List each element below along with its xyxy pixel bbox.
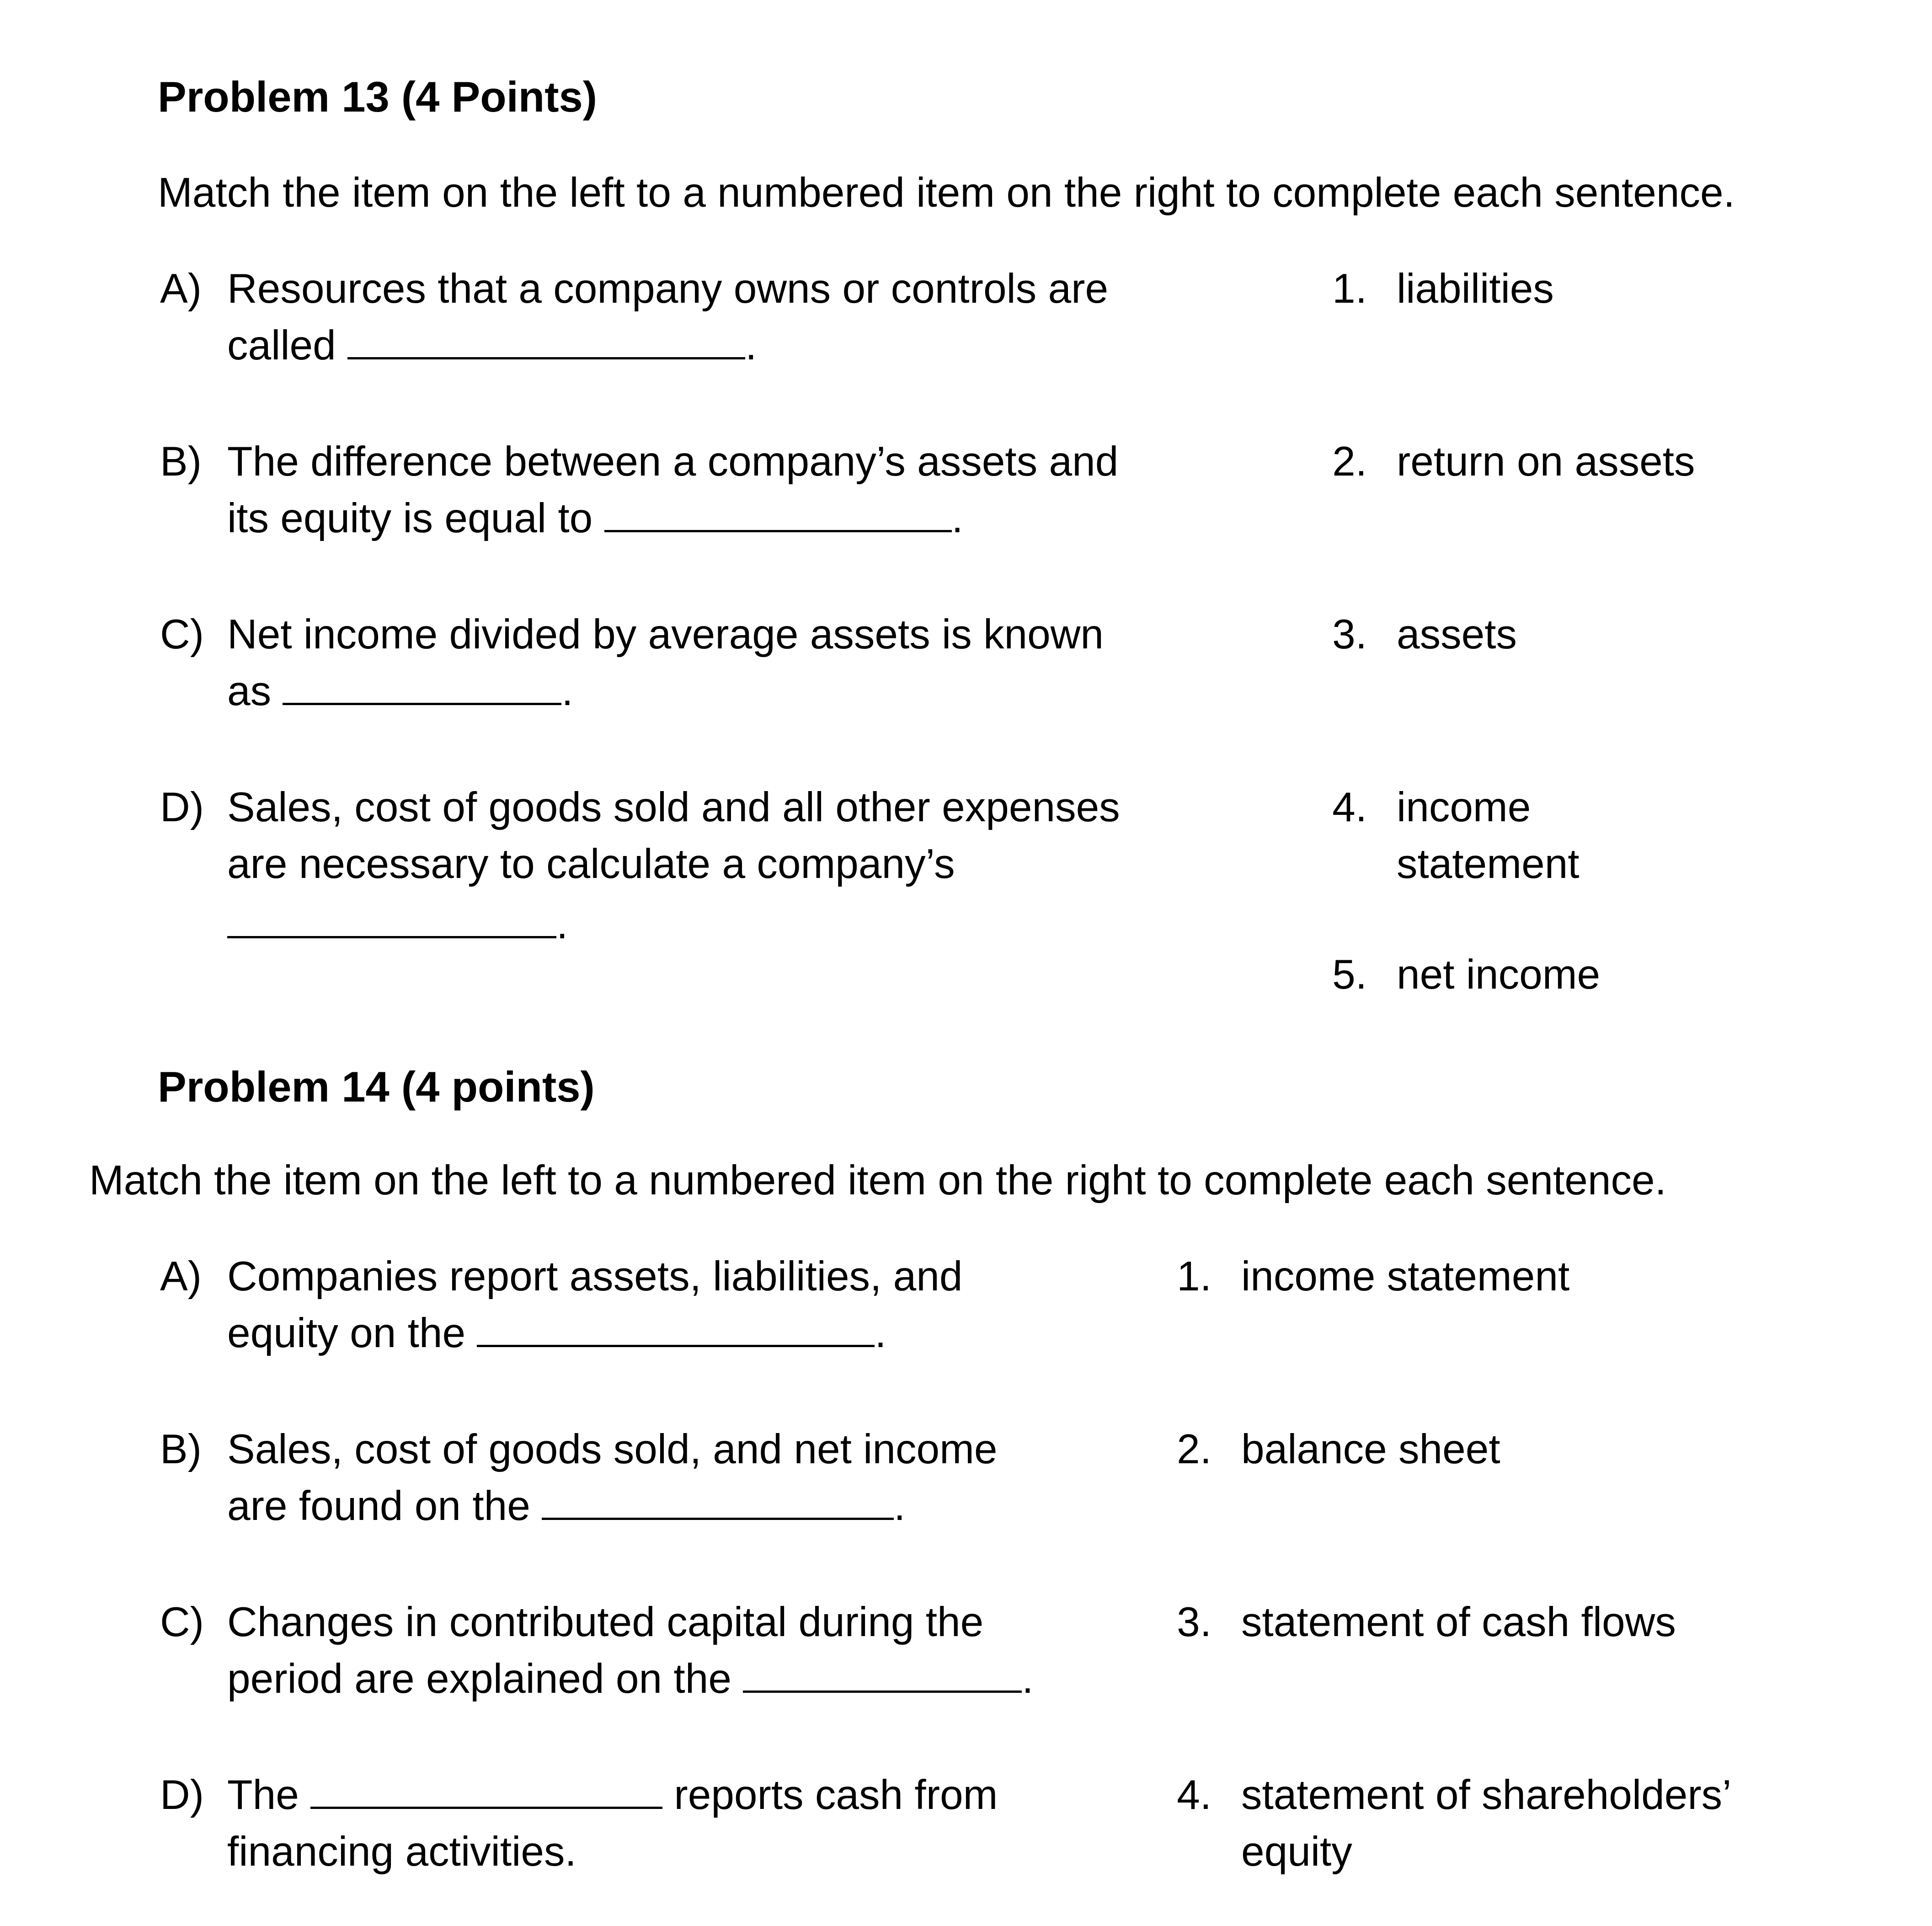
p13-option-2-text: return on assets <box>1397 439 1695 485</box>
p13-question-c-blank[interactable] <box>283 663 561 705</box>
p13-question-c-suffix: . <box>561 668 573 714</box>
p13-question-d-letter: D) <box>160 784 204 830</box>
p14-question-c-suffix: . <box>1022 1656 1034 1702</box>
p14-question-c-blank[interactable] <box>743 1651 1022 1693</box>
p14-option-4-line1: statement of shareholders’ <box>1241 1772 1732 1818</box>
p14-option-2-number: 2. <box>1177 1426 1212 1472</box>
p14-question-a-prefix: equity on the <box>227 1310 466 1356</box>
p13-option-3-number: 3. <box>1332 611 1367 658</box>
p14-question-a-blank[interactable] <box>477 1305 875 1347</box>
p14-option-4-line2: equity <box>1241 1829 1352 1875</box>
p14-question-b-blank[interactable] <box>542 1478 894 1520</box>
p13-question-a-line2 <box>227 317 757 374</box>
p13-question-c-letter: C) <box>160 611 204 658</box>
p14-option-1-text: income statement <box>1241 1253 1570 1300</box>
p14-question-b-suffix: . <box>894 1483 906 1529</box>
p14-question-a-letter: A) <box>160 1253 202 1300</box>
p13-question-a-blank[interactable] <box>347 318 745 359</box>
p13-option-5-number: 5. <box>1332 952 1367 998</box>
p13-question-b-blank[interactable] <box>604 491 952 532</box>
p13-option-4-number: 4. <box>1332 784 1367 830</box>
p14-question-a-line2 <box>227 1305 886 1362</box>
p14-question-a-line1: Companies report assets, liabilities, and <box>227 1253 963 1300</box>
p13-option-1-number: 1. <box>1332 266 1367 312</box>
p13-question-b-prefix: its equity is equal to <box>227 495 593 541</box>
p13-option-1-text: liabilities <box>1397 266 1554 312</box>
p14-question-c-prefix: period are explained on the <box>227 1656 731 1702</box>
p13-option-3-text: assets <box>1397 611 1517 658</box>
p13-question-c-prefix: as <box>227 668 272 714</box>
problem-14-title: Problem 14 (4 points) <box>158 1063 595 1111</box>
p13-question-b-line1: The difference between a company’s assets and <box>227 439 1119 485</box>
p14-question-b-letter: B) <box>160 1426 202 1472</box>
problem-14-instruction: Match the item on the left to a numbered item on the right to complete each sentence. <box>89 1157 1666 1204</box>
p13-question-d-blank[interactable] <box>227 897 556 938</box>
p13-option-4-line2: statement <box>1397 841 1580 887</box>
p14-question-d-suffix: reports cash from <box>674 1772 998 1818</box>
p13-question-c-line2 <box>227 663 573 720</box>
p13-question-b-suffix: . <box>951 495 963 541</box>
p14-question-d-prefix: The <box>227 1772 299 1818</box>
p13-question-d-suffix: . <box>556 901 568 947</box>
problem-13-title: Problem 13 (4 Points) <box>158 73 598 121</box>
p14-question-d-line1 <box>227 1767 998 1824</box>
p13-question-a-letter: A) <box>160 266 202 312</box>
p14-option-3-text: statement of cash flows <box>1241 1599 1676 1645</box>
p13-question-d-line3 <box>227 896 568 953</box>
p14-question-d-line2: financing activities. <box>227 1829 576 1875</box>
p14-option-2-text: balance sheet <box>1241 1426 1500 1472</box>
p14-question-c-letter: C) <box>160 1599 204 1645</box>
p13-question-c-line1: Net income divided by average assets is known <box>227 611 1104 658</box>
p13-question-d-line2: are necessary to calculate a company’s <box>227 841 955 887</box>
p14-question-d-letter: D) <box>160 1772 204 1818</box>
p14-question-a-suffix: . <box>875 1310 886 1356</box>
p14-option-1-number: 1. <box>1177 1253 1212 1300</box>
p14-question-b-line2 <box>227 1478 905 1535</box>
p13-option-2-number: 2. <box>1332 439 1367 485</box>
p13-option-5-text: net income <box>1397 952 1601 998</box>
p13-question-b-line2 <box>227 490 963 547</box>
p14-option-4-number: 4. <box>1177 1772 1212 1818</box>
p14-question-c-line2 <box>227 1651 1034 1707</box>
p13-question-a-prefix: called <box>227 322 336 369</box>
p14-option-3-number: 3. <box>1177 1599 1212 1645</box>
p13-question-a-suffix: . <box>745 322 757 369</box>
p13-question-a-line1: Resources that a company owns or controls are <box>227 266 1109 312</box>
p14-question-c-line1: Changes in contributed capital during the <box>227 1599 984 1645</box>
p14-question-b-line1: Sales, cost of goods sold, and net income <box>227 1426 998 1472</box>
p13-question-d-line1: Sales, cost of goods sold and all other expenses <box>227 784 1120 830</box>
problem-13-instruction: Match the item on the left to a numbered item on the right to complete each sentence. <box>158 170 1735 216</box>
p14-question-d-blank[interactable] <box>310 1767 662 1809</box>
p13-question-b-letter: B) <box>160 439 202 485</box>
p13-option-4-line1: income <box>1397 784 1531 830</box>
p14-question-b-prefix: are found on the <box>227 1483 530 1529</box>
